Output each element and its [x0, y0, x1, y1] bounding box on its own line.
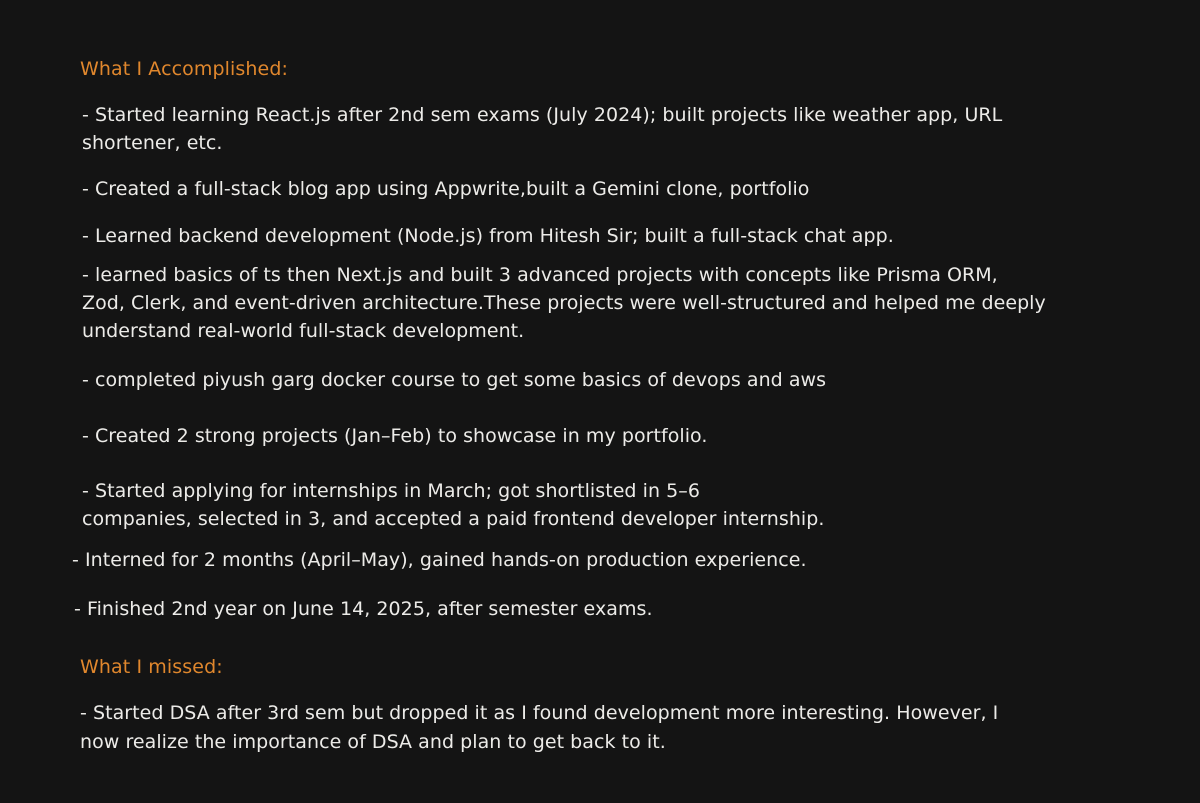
accomplishment-4-line-3: understand real-world full-stack development.	[82, 320, 525, 342]
accomplishment-1-line-1: - Started learning React.js after 2nd sem exams (July 2024); built projects like weather app, URL	[82, 104, 1003, 126]
accomplishment-1-line-2: shortener, etc.	[82, 132, 223, 154]
missed-heading: What I missed:	[80, 656, 223, 678]
accomplishment-7-line-1: - Started applying for internships in March; got shortlisted in 5–6	[82, 480, 700, 502]
missed-1-line-2: now realize the importance of DSA and plan to get back to it.	[80, 731, 666, 753]
missed-1-line-1: - Started DSA after 3rd sem but dropped it as I found development more interesting. However, I	[80, 702, 999, 724]
accomplishment-8-line-1: - Interned for 2 months (April–May), gained hands-on production experience.	[72, 549, 807, 571]
accomplished-heading: What I Accomplished:	[80, 58, 289, 80]
accomplishment-6-line-1: - Created 2 strong projects (Jan–Feb) to showcase in my portfolio.	[82, 425, 708, 447]
accomplishment-9-line-1: - Finished 2nd year on June 14, 2025, after semester exams.	[74, 598, 653, 620]
accomplishment-4-line-1: - learned basics of ts then Next.js and built 3 advanced projects with concepts like Prisma ORM,	[82, 264, 998, 286]
accomplishment-4-line-2: Zod, Clerk, and event-driven architecture.These projects were well-structured and helped me deeply	[82, 292, 1046, 314]
accomplishment-2-line-1: - Created a full-stack blog app using Appwrite,built a Gemini clone, portfolio	[82, 178, 810, 200]
accomplishment-7-line-2: companies, selected in 3, and accepted a paid frontend developer internship.	[82, 508, 825, 530]
accomplishment-3-line-1: - Learned backend development (Node.js) from Hitesh Sir; built a full-stack chat app.	[82, 225, 894, 247]
accomplishment-5-line-1: - completed piyush garg docker course to get some basics of devops and aws	[82, 369, 827, 391]
